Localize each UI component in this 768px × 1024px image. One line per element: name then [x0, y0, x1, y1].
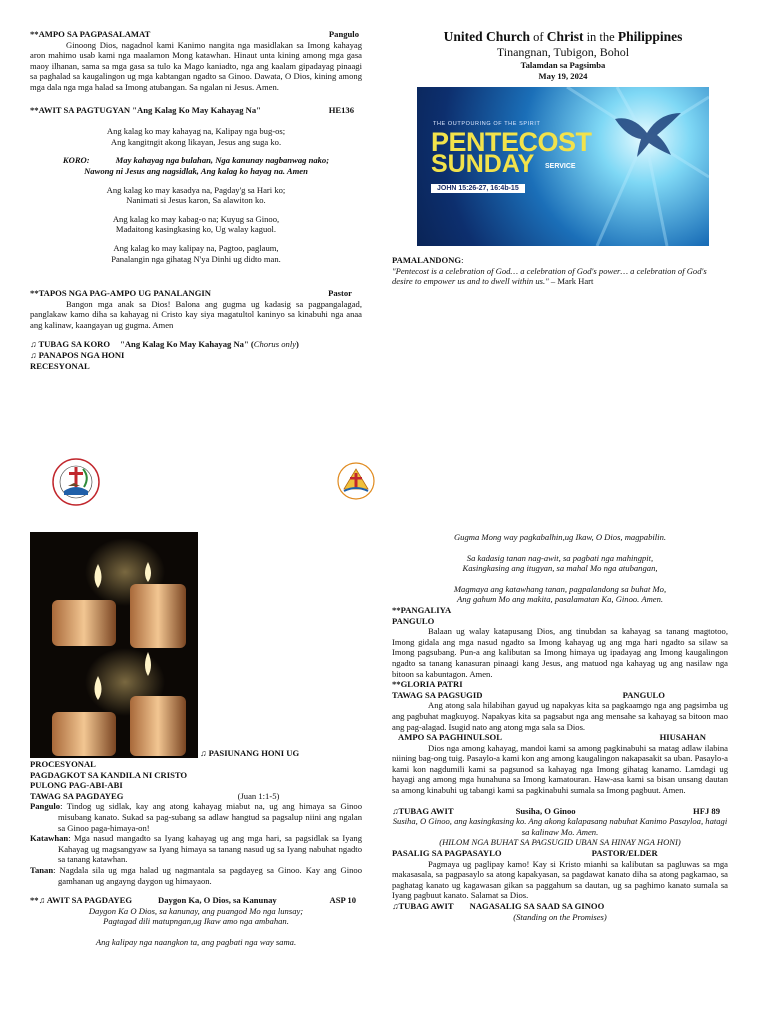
banner-verse: JOHN 15:26-27, 16:4b-15: [431, 184, 525, 193]
tapos-ampo-text: Bangon mga anak sa Dios! Balona ang gugma ug kadasig sa pagpangalagad, panglakaw kamo diha sa kahayag ni Cristo kay siya magatultol kaninyo sa kinabuhi nga anaa ang kalinaw, kaangayan ug gugma. Amen: [30, 298, 362, 330]
tapos-ampo-heading: **TAPOS NGA PAG-AMPO UG PANALANGIN: [30, 288, 211, 299]
awit-pagdayeg-heading: **♫ AWIT SA PAGDAYEG Daygon Ka, O Dios, sa Kanunay: [30, 895, 277, 906]
bulletin-title: Talamdan sa Pagsimba: [520, 60, 606, 70]
tubag-koro-line: ♫ TUBAG SA KORO "Ang Kalag Ko May Kahayag Na" (Chorus only): [30, 339, 299, 350]
hymn-verse-1: Ang kalag ko may kahayag na, Kalipay nga bug-os; Ang kangitngit akong likayan, Jesus ang suga ko.: [106, 126, 286, 147]
pasalig-heading: PASALIG SA PAGPASAYLO: [392, 848, 502, 859]
hymn-chorus: KORO: May kahayag nga bulahan, Nga kanunay nagbanwag nako; Nawong ni Jesus ang nagsidlak, Ang kalag ko hayag na. Amen: [62, 155, 330, 176]
ampo-paghinulsol-text: Dios nga among kahayag, mandoi kami sa among pagkinabuhi sa matag adlaw ilabina niining bag-ong tuig. Pasaylo-a kami kon ang among kaugalingon nakapasakit sa uban. Pasaylo-a kami kon nagdumili kami sa pagsunod sa kahayag nga Imong gihatag kanamo. Lamdagi ug hayagi ang among mga hunahuna sa Imong kamatouran. Haw-asa kami sa bisan unsang dautan sa among kinabuhi ug tabangi kami sa pagkinabuhi sumala sa Imong pagbuut. Amen.: [392, 742, 728, 796]
pamalandong-author: – Mark Hart: [548, 276, 594, 287]
tubag-awit-2-label: ♫TUBAG AWIT: [392, 901, 454, 911]
hymn-continued-3: Magmaya ang katawhang tanan, pagpalandong sa buhat Mo, Ang gahum Mo ang makita, pasalamatan Ka, Ginoo. Amen.: [453, 583, 667, 605]
ampo-paghinulsol-leader: HIUSAHAN: [659, 732, 706, 743]
ampo-paghinulsol-heading: AMPO SA PAGHINULSOL: [398, 732, 502, 743]
ampo-pasalamat-leader: Pangulo: [328, 29, 359, 39]
pagdagkot-kandila: PAGDAGKOT SA KANDILA NI CRISTO: [30, 769, 188, 780]
ucc-logo-icon: [50, 457, 102, 507]
pasalig-leader: PASTOR/ELDER: [591, 848, 658, 859]
awit-pagtugyan-heading: **AWIT SA PAGTUGYAN "Ang Kalag Ko May Kahayag Na": [30, 104, 261, 115]
tawag-pagsugid-text: Ang atong sala hilabihan gayud ug napakyas kita sa pagkaamgo nga ang pagsimba ug ang pagbuhat magkuyog. Napakyas kita sa pagsabut nga ang mensahe sa kahayag sa bitoon mao ang pag-alagad. Isugid nato ang atong mga sala sa Dios.: [392, 700, 728, 732]
hymn-continued-2: Sa kadasig tanan nag-awit, sa pagbati nga mahingpit, Kasingkasing ang itugyan, sa mahal Mo nga atubangan,: [462, 552, 658, 574]
awit-pagtugyan-number: HE136: [328, 104, 354, 115]
ampo-pasalamat-heading: **AMPO SA PAGPASALAMAT: [30, 29, 151, 39]
pangaliya-leader: PANGULO: [392, 615, 435, 626]
banner-kicker: THE OUTPOURING OF THE SPIRIT: [433, 121, 541, 127]
dove-icon: [613, 111, 683, 159]
hymn-verse-2: Ang kalag ko may kasadya na, Pagday'g sa Hari ko; Nanimati si Jesus karon, Sa alawiton ko.: [106, 184, 286, 206]
tubag-awit-1-heading: ♫TUBAG AWIT Susiha, O Ginoo: [392, 805, 576, 816]
tapos-ampo-leader: Pastor: [328, 288, 352, 299]
pamalandong-section: PAMALANDONG: "Pentecost is a celebration of God… a celebration of God's power… a celebration of God's desire to empower us and to dwell within us." – Mark Hart: [392, 255, 707, 287]
candles-photo: [30, 532, 198, 758]
pamalandong-quote: "Pentecost is a celebration of God… a celebration of God's power… a celebration of God's desire to empower us and to dwell within us.": [392, 265, 707, 287]
banner-title-sunday: SUNDAY: [431, 150, 535, 178]
tanan-line: Tanan: Nagdala sila ug mga halad ug nagmantala sa pagdayeg sa Ginoo. Kay ang Ginoo gamhanan ug angayng daygon ug himayaon.: [30, 864, 362, 886]
katawhan-line: Katawhan: Mga nasud mangadto sa Iyang kahayag ug ang mga hari, sa pagsidlak sa Iyang Kahayag ug magsangyaw sa Iyang himaya sa tanang nasud ug sa Iyang nabuhat ngadto sa tanang katawhan.: [30, 833, 362, 865]
panapos-nga-honi: ♫ PANAPOS NGA HONI: [30, 350, 125, 361]
pulong-pag-abi-abi: PULONG PAG-ABI-ABI: [30, 780, 123, 791]
tawag-pagsugid-leader: PANGULO: [622, 689, 665, 700]
ampo-pasalamat-text: Ginoong Dios, nagadnol kami Kanimo nangita nga masidlakan sa Imong kahayag aron mahimo usab kami nga maalamon Mong katawhan. Hinaut unta kining among mga gasa maoy ilhanan, sama sa mga gasa sa tulo ka Mago kaniadto, nga ang kaalam gipadayag pinaagi sa paghalad sa kaugalingon ug mga kabtangan ngadto sa Ginoo. Dawata, O Dios, kining among mga dala nga mga halad sa Imong atubangan. Sa ngalan ni Jesus. Amen.: [30, 39, 362, 92]
service-date: May 19, 2024: [538, 70, 588, 81]
tubag-awit-1-text: Susiha, O Ginoo, ang kasingkasing ko. Ang akong kalapasang nabuhat Kanimo Pasayloa, hatagi sa kalinaw Mo. Amen.: [392, 816, 728, 837]
tubag-awit-1-number: HFJ 89: [693, 805, 720, 816]
awit-pagdayeg-lines: Daygon Ka O Dios, sa kanunay, ang puangod Mo nga lunsay; Pagtagad dili matupngan,ug Ikaw amo nga ambahan.: [88, 905, 304, 927]
banner-title-pentecost: PENTECOST: [431, 127, 592, 157]
hymn-verse-4: Ang kalag ko may kalipay na, Pagtoo, paglaum, Panalangin nga gihatag N'ya Dinhi ug didto man.: [111, 242, 281, 264]
hymn-verse-3: Ang kalag ko may kabag-o na; Kuyug sa Ginoo, Madaitong kasingkasing ko, Ug walay kaguol.: [112, 213, 280, 235]
ucc-tinangnan-logo: [336, 461, 376, 501]
hilom-note: (HILOM NGA BUHAT SA PAGSUGID UBAN SA HINAY NGA HONI): [439, 837, 681, 848]
tinangnan-logo-icon: [336, 461, 376, 501]
tawag-pagdayeg-heading: TAWAG SA PAGDAYEG: [30, 790, 124, 801]
candle-icon: [30, 532, 198, 758]
awit-pagdayeg-last: Ang kalipay nga naangkon ta, ang pagbati nga way sama.: [95, 936, 297, 947]
recesyonal: RECESYONAL: [30, 360, 90, 371]
church-location: Tinangnan, Tubigon, Bohol: [496, 45, 630, 59]
church-header: [417, 29, 709, 81]
hymn-continued-1: Gugma Mong way pagkabalhin,ug Ikaw, O Dios, magpabilin.: [453, 532, 667, 542]
church-name: United Church of Christ in the Philippines: [443, 29, 683, 44]
gloria-patri: **GLORIA PATRI: [392, 679, 463, 690]
pasalig-text: Pagmaya ug paglipay kamo! Kay si Kristo mianhi sa kalibutan sa pagluwas sa mga makasasala, sa pagpasaylo sa atong kapakyasan, sa pagdawat kanato diha sa atong pagkamao, sa paghatag kanato ug kagawasan gikan sa paggahum sa dautan, ug sa paghimo kanato sumala sa Iyang pagbuut kanato. Salamat sa Dios.: [392, 858, 728, 901]
order-confession-section: [392, 532, 728, 922]
order-closing-section: [30, 29, 362, 371]
order-opening-section: [30, 759, 362, 948]
tubag-awit-2-sub: (Standing on the Promises): [513, 911, 607, 922]
pangaliya-text: Balaan ug walay katapusang Dios, ang tinubdan sa kahayag sa tanang magtotoo, Imong gidala ang mga nasud ngadto sa Imong kahayag ug ang mga hari ngadto sa silaw sa Imong pagsubang. Pun-a ang kalibutan sa Imong himaya ug ipadayag ang Imong kaugalingon ngadto sa tanang kanasuran pinaagi kang Jesus, ang matuod nga kahayag ug ang nasilaw nga bitoon sa kabuntagon. Amen.: [392, 626, 728, 679]
tubag-awit-2-title: NAGASALIG SA SAAD SA GINOO: [469, 901, 605, 911]
ucc-logo: [50, 457, 102, 507]
procesyonal: PROCESYONAL: [30, 759, 96, 769]
pentecost-banner: [417, 87, 709, 246]
awit-pagdayeg-number: ASP 10: [329, 895, 356, 906]
banner-title-service: SERVICE: [545, 163, 576, 170]
pangulo-line: Pangulo: Tindog ug sidlak, kay ang atong kahayag miabut na, ug ang himaya sa Ginoo misubang kanato. Sukad sa pag-subang sa adlaw hangtud sa pagsalup niini ang ngalan sa Ginoo paga-himaya-on!: [30, 801, 362, 833]
tawag-pagsugid-heading: TAWAG SA PAGSUGID: [392, 689, 483, 700]
pasiunang-honi: ♫ PASIUNANG HONI UG: [200, 748, 300, 758]
pamalandong-heading: PAMALANDONG: [392, 255, 462, 265]
tawag-pagdayeg-ref: (Juan 1:1-5): [237, 790, 280, 801]
pangaliya-heading: **PANGALIYA: [392, 604, 452, 615]
